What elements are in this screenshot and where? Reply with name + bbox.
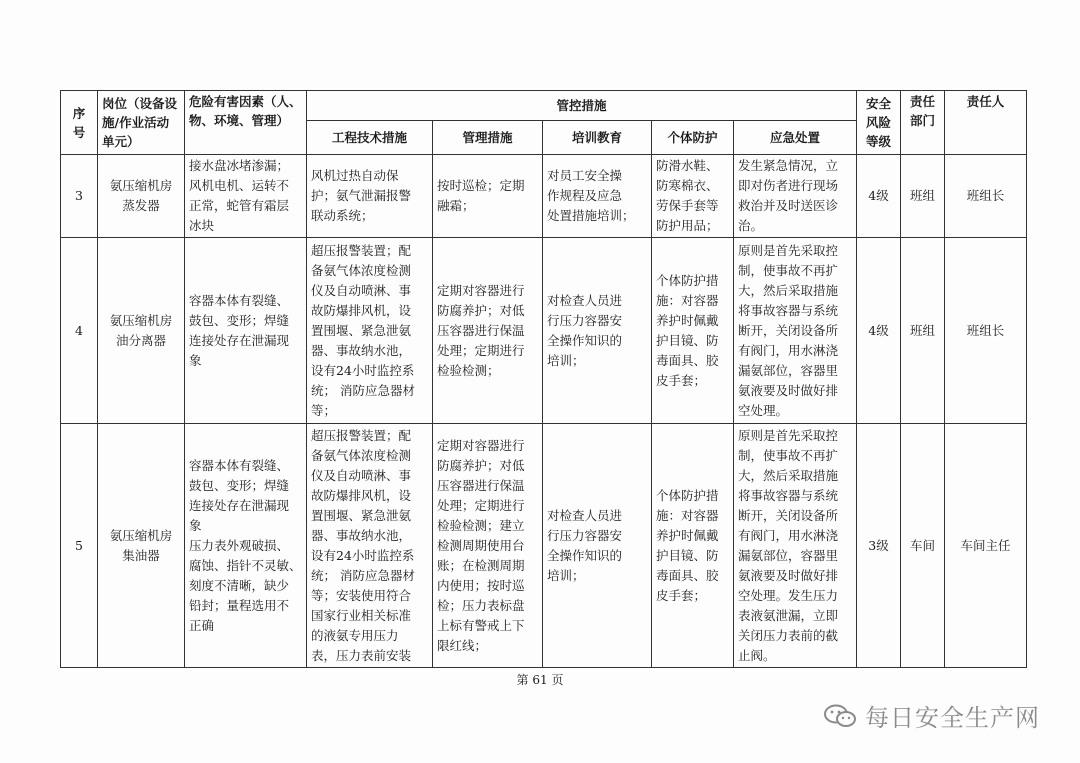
row-mgmt: 定期对容器进行 防腐养护；对低 压容器进行保温 处理；定期进行 检验检测；建立 检测周期使用台 账；在检测周期 内使用；按时巡 检；压力表标盘 上标有警戒上下 限红线； [433,424,543,668]
watermark-text: 每日安全生产网 [865,704,1040,732]
row-person: 班组长 [945,238,1027,424]
header-ppe: 个体防护 [652,121,734,155]
row-seq: 4 [61,238,98,424]
risk-control-table [60,90,1027,668]
table-row [61,238,1027,424]
row-hazard: 容器本体有裂缝、 鼓包、变形；焊缝 连接处存在泄漏现 象 [185,238,307,424]
row-mgmt: 按时巡检；定期 融霜； [433,155,543,238]
row-post: 氨压缩机房 油分离器 [98,238,185,424]
row-train: 对检查人员进 行压力容器安 全操作知识的 培训； [543,238,652,424]
row-post: 氨压缩机房 集油器 [98,424,185,668]
row-level: 4级 [857,155,901,238]
row-seq: 5 [61,424,98,668]
row-person: 车间主任 [945,424,1027,668]
header-eng: 工程技术措施 [307,121,433,155]
row-dept: 车间 [901,424,945,668]
row-ppe: 个体防护措 施：对容器 养护时佩戴 护目镜、防 毒面具、胶 皮手套； [652,424,734,668]
row-emerg: 原则是首先采取控 制，使事故不再扩 大，然后采取措施 将事故容器与系统 断开，关闭设备所 有阀门，用水淋浇 漏氨部位，容器里 氨液要及时做好排 空处理。发生压力 表液氨泄漏，立即 关闭压力表前的截 止阀。 [734,424,857,668]
row-hazard: 容器本体有裂缝、 鼓包、变形；焊缝 连接处存在泄漏现 象 压力表外观破损、 腐蚀、指针不灵敏、 刻度不清晰，缺少 铅封；量程选用不 正确 [185,424,307,668]
row-ppe: 个体防护措 施：对容器 养护时佩戴 护目镜、防 毒面具、胶 皮手套； [652,238,734,424]
row-post: 氨压缩机房 蒸发器 [98,155,185,238]
row-eng: 风机过热自动保 护；氨气泄漏报警 联动系统； [307,155,433,238]
row-eng: 超压报警装置；配 备氨气体浓度检测 仪及自动喷淋、事 故防爆排风机，设 置围堰、紧急泄氨 器、事故纳水池， 设有24小时监控系 统； 消防应急器材 等； [307,238,433,424]
row-mgmt: 定期对容器进行 防腐养护；对低 压容器进行保温 处理；定期进行 检验检测； [433,238,543,424]
header-mgmt: 管理措施 [433,121,543,155]
header-emerg: 应急处置 [734,121,857,155]
row-seq: 3 [61,155,98,238]
watermark [823,698,1040,733]
header-person: 责任人 [945,91,1027,155]
table-row [61,424,1027,668]
row-emerg: 原则是首先采取控 制，使事故不再扩 大，然后采取措施 将事故容器与系统 断开，关闭设备所 有阀门，用水淋浇 漏氨部位，容器里 氨液要及时做好排 空处理。 [734,238,857,424]
row-level: 3级 [857,424,901,668]
page-number: 第 61 页 [516,673,564,687]
header-train: 培训教育 [543,121,652,155]
row-emerg: 发生紧急情况，立 即对伤者进行现场 救治并及时送医诊 治。 [734,155,857,238]
row-level: 4级 [857,238,901,424]
header-level: 安全 风险 等级 [857,91,901,155]
row-dept: 班组 [901,155,945,238]
row-train: 对员工安全操 作规程及应急 处置措施培训； [543,155,652,238]
row-person: 班组长 [945,155,1027,238]
row-dept: 班组 [901,238,945,424]
header-dept: 责任 部门 [901,91,945,155]
header-post: 岗位（设备设施/作业活动单元） [98,91,185,155]
wechat-icon [823,703,857,729]
row-hazard: 接水盘冰堵渗漏； 风机电机、运转不 正常，蛇管有霜层 冰块 [185,155,307,238]
row-ppe: 防滑水鞋、 防寒棉衣、 劳保手套等 防护用品； [652,155,734,238]
header-controls: 管控措施 [307,91,857,121]
table-row [61,155,1027,238]
header-seq: 序 号 [61,91,98,155]
row-eng: 超压报警装置；配 备氨气体浓度检测 仪及自动喷淋、事 故防爆排风机，设 置围堰、紧急泄氨 器、事故纳水池， 设有24小时监控系 统； 消防应急器材 等；安装使用符合 国家行业相关标准 的液氨专用压力 表，压力表前安装 [307,424,433,668]
row-train: 对检查人员进 行压力容器安 全操作知识的 培训； [543,424,652,668]
header-hazard: 危险有害因素（人、物、环境、管理） [185,91,307,155]
